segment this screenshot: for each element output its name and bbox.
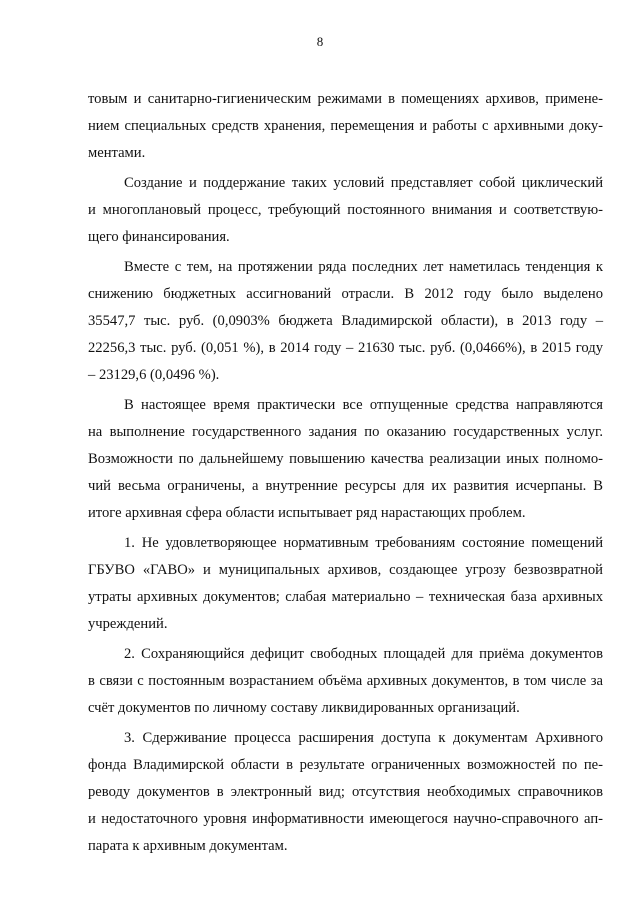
text-line: счёт документов по личному составу ликвидированных организаций. (88, 700, 520, 716)
text-line: итоге архивная сфера области испытывает ряд нарастающих проблем. (88, 505, 526, 521)
text-line: ГБУВО «ГАВО» и муниципальных архивов, создающее угрозу безвозвратной (88, 562, 603, 578)
page-number: 8 (316, 34, 324, 49)
text-line: фонда Владимирской области в результате ограниченных возможностей по пе- (88, 757, 603, 773)
paragraph-problem-2 (88, 641, 603, 722)
text-line: ментами. (88, 145, 146, 161)
text-line: чий весьма ограничены, а внутренние ресурсы для их развития исчерпаны. В (88, 478, 603, 494)
text-line: 35547,7 тыс. руб. (0,0903% бюджета Владимирской области), в 2013 году – (88, 313, 603, 329)
body-text (88, 86, 603, 863)
paragraph-problem-1 (88, 530, 603, 638)
text-line: Создание и поддержание таких условий представляет собой циклический (124, 175, 603, 191)
text-line: нием специальных средств хранения, перемещения и работы с архивными доку- (88, 118, 603, 134)
text-line: на выполнение государственного задания по оказанию государственных услуг. (88, 424, 603, 440)
paragraph-current-funds (88, 392, 603, 527)
text-line: 2. Сохраняющийся дефицит свободных площадей для приёма документов (124, 646, 603, 662)
text-line: утраты архивных документов; слабая материально – техническая база архивных (88, 589, 603, 605)
text-line: товым и санитарно-гигиеническим режимами в помещениях архивов, примене- (88, 91, 603, 107)
text-line: в связи с постоянным возрастанием объёма архивных документов, в том числе за (88, 673, 603, 689)
text-line: Вместе с тем, на протяжении ряда последних лет наметилась тенденция к (124, 259, 603, 275)
text-line: снижению бюджетных ассигнований отрасли. В 2012 году было выделено (88, 286, 603, 302)
text-line: В настоящее время практически все отпущенные средства направляются (124, 397, 603, 413)
paragraph-budget-trend (88, 254, 603, 389)
text-line: щего финансирования. (88, 229, 230, 245)
text-line: 22256,3 тыс. руб. (0,051 %), в 2014 году – 21630 тыс. руб. (0,0466%), в 2015 году (88, 340, 603, 356)
text-line: 1. Не удовлетворяющее нормативным требованиям состояние помещений (124, 535, 603, 551)
text-line: парата к архивным документам. (88, 838, 288, 854)
text-line: – 23129,6 (0,0496 %). (88, 367, 220, 383)
text-line: и многоплановый процесс, требующий постоянного внимания и соответствую- (88, 202, 603, 218)
paragraph-conditions-continuation (88, 86, 603, 167)
text-line: 3. Сдерживание процесса расширения доступа к документам Архивного (124, 730, 603, 746)
text-line: учреждений. (88, 616, 168, 632)
text-line: Возможности по дальнейшему повышению качества реализации иных полномо- (88, 451, 603, 467)
text-line: реводу документов в электронный вид; отсутствия необходимых справочников (88, 784, 603, 800)
paragraph-cyclic-process (88, 170, 603, 251)
paragraph-problem-3 (88, 725, 603, 860)
text-line: и недостаточного уровня информативности имеющегося научно-справочного ап- (88, 811, 603, 827)
